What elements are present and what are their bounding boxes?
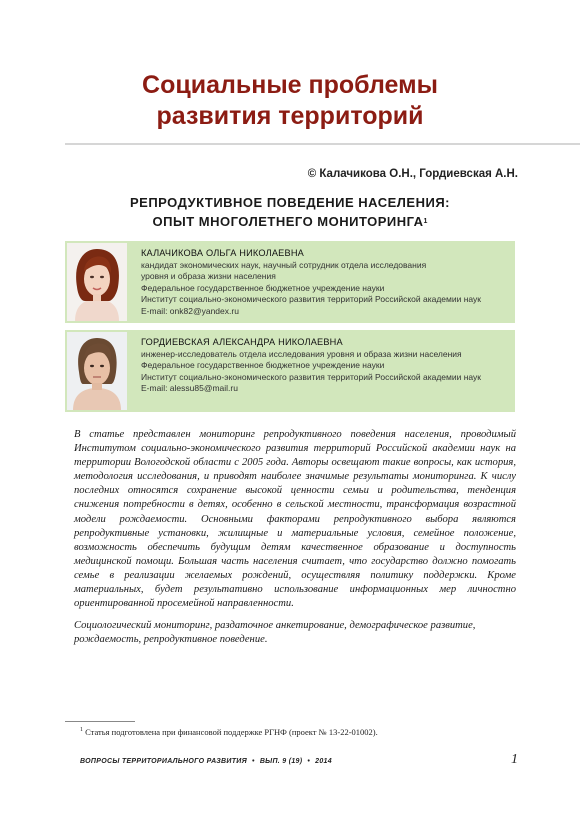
section-title-line2: развития территорий [156,102,424,130]
author-position: кандидат экономических наук, научный сотрудник отдела исследования [141,259,427,270]
article-title [0,193,580,231]
journal-name: ВОПРОСЫ ТЕРРИТОРИАЛЬНОГО РАЗВИТИЯ [80,758,248,765]
author-photo [67,243,127,321]
footnote-divider [65,721,135,722]
header-divider [65,143,580,145]
author-info [141,248,481,318]
page-number: 1 [511,752,518,767]
section-title [0,70,580,132]
abstract: В статье представлен мониторинг репродуктивного поведения населения, проводимый Институтом социально-экономического развития территорий Российской академии наук на территории Вологодской области с 2005 года. Авторы освещают такие вопросы, как история, методология исследования, и приводят наиболее значимые результаты мониторинга. К числу последних относятся сохранение высокой ценности семьи и родительства, тенденция снижения потребности в детях, особенно в сельской местности, трансформация возрастной модели рождаемости. Основными факторами репродуктивного выбора являются репродуктивные установки, жилищные и материальные условия, семейное положение, возможность обеспечить будущим детям качественное образование и доступность медицинской помощи. Большая часть населения считает, что государство должно помогать семье в реализации желаемых рождений, осуществляя политику поддержки. Кроме материальных, будет результативно использование информационных мер личностно ориентированной просемейной направленности. [74,429,516,610]
author-name: КАЛАЧИКОВА ОЛЬГА НИКОЛАЕВНА [141,248,304,258]
article-title-line2-text: ОПЫТ МНОГОЛЕТНЕГО МОНИТОРИНГА [152,214,424,229]
separator-dot: • [252,758,255,765]
journal-footer [80,758,332,765]
author-email[interactable]: E-mail: alessu85@mail.ru [141,383,238,394]
journal-year: 2014 [315,758,332,765]
author-org-type: Федеральное государственное бюджетное учреждение науки [141,360,385,371]
footnote-reference[interactable]: 1 [423,218,428,225]
author-institute: Институт социально-экономического развития территорий Российской академии наук [141,294,482,305]
article-title-line2 [0,212,580,231]
separator-dot: • [307,758,311,765]
author-card-kalachikova [65,241,515,323]
keywords: Социологический мониторинг, раздаточное анкетирование, демографическое развитие, рождаемость, репродуктивное поведение. [74,620,476,646]
author-info [141,337,481,395]
footnote-text: Статья подготовлена при финансовой поддержке РГНФ (проект № 13-22-01002). [85,727,378,737]
author-org-type: Федеральное государственное бюджетное учреждение науки [141,282,385,293]
author-institute: Институт социально-экономического развития территорий Российской академии наук [141,371,482,382]
copyright-authors: © Калачикова О.Н., Гордиевская А.Н. [307,168,518,180]
author-position: инженер-исследователь отдела исследования уровня и образа жизни населения [141,348,462,359]
author-email[interactable]: E-mail: onk82@yandex.ru [141,305,239,316]
author-photo [67,332,127,410]
author-name: ГОРДИЕВСКАЯ АЛЕКСАНДРА НИКОЛАЕВНА [141,337,343,347]
article-title-line1: РЕПРОДУКТИВНОЕ ПОВЕДЕНИЕ НАСЕЛЕНИЯ: [129,195,451,210]
section-title-line1: Социальные проблемы [142,71,438,99]
author-card-gordievskaya [65,330,515,412]
author-position-cont: уровня и образа жизни населения [141,271,276,282]
footnote-mark: 1 [80,727,83,734]
journal-issue: ВЫП. 9 (19) [259,758,303,765]
footnote [80,727,378,737]
